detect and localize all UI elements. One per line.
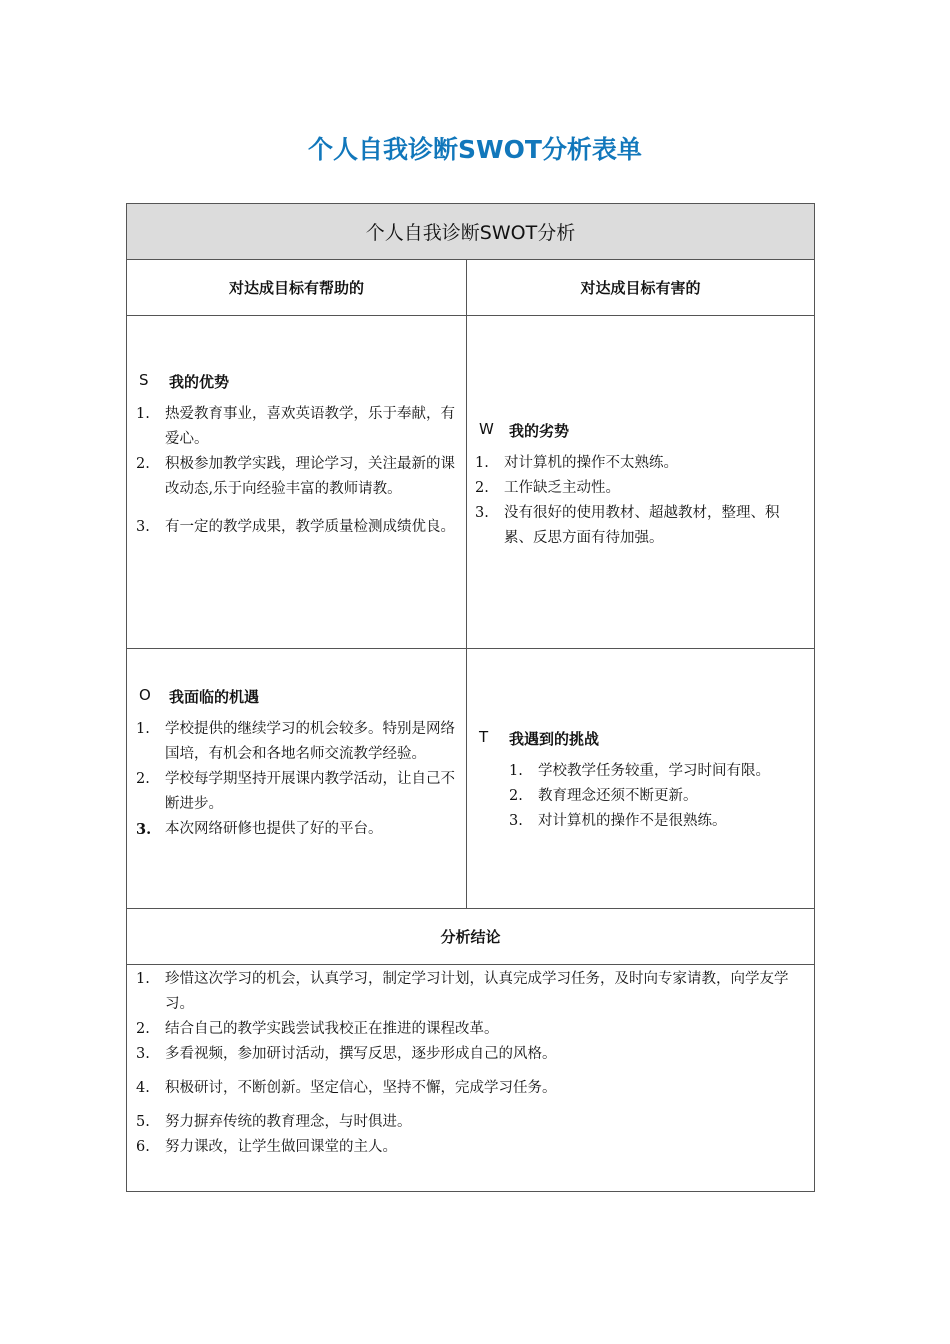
helpful-header-cell bbox=[127, 260, 467, 315]
weaknesses-list bbox=[475, 451, 805, 551]
item-number: 2. bbox=[136, 456, 150, 472]
harmful-header-cell bbox=[467, 260, 814, 315]
list-item bbox=[136, 1076, 806, 1101]
strengths-cell bbox=[127, 316, 467, 648]
helpful-header: 对达成目标有帮助的 bbox=[228, 279, 364, 297]
item-number: 1. bbox=[136, 406, 150, 422]
swot-table bbox=[126, 203, 815, 1192]
ot-row bbox=[127, 649, 814, 909]
conclusion-row bbox=[127, 965, 814, 1191]
item-number: 3. bbox=[136, 519, 150, 535]
table-title-row bbox=[127, 204, 814, 260]
item-number: 2. bbox=[136, 771, 150, 787]
item-number: 6. bbox=[136, 1139, 150, 1155]
item-text: 对计算机的操作不太熟练。 bbox=[504, 455, 678, 471]
item-text: 本次网络研修也提供了好的平台。 bbox=[165, 821, 383, 837]
threats-letter: T bbox=[479, 728, 489, 746]
table-title: 个人自我诊断SWOT分析 bbox=[365, 222, 576, 244]
item-number: 3. bbox=[509, 813, 523, 829]
harmful-header: 对达成目标有害的 bbox=[580, 279, 701, 297]
item-text: 没有很好的使用教材、超越教材，整理、积累、反思方面有待加强。 bbox=[504, 505, 780, 546]
item-number: 2. bbox=[136, 1021, 150, 1037]
opportunities-letter: O bbox=[139, 686, 151, 704]
strengths-letter: S bbox=[139, 371, 149, 389]
opportunities-cell bbox=[127, 649, 467, 908]
threats-heading bbox=[479, 728, 599, 749]
document-title: 个人自我诊断SWOT分析表单 bbox=[308, 135, 642, 164]
item-number: 3. bbox=[136, 821, 152, 838]
item-text: 积极参加教学实践，理论学习，关注最新的课改动态,乐于向经验丰富的教师请教。 bbox=[165, 456, 455, 497]
item-number: 1. bbox=[136, 971, 150, 987]
item-text: 有一定的教学成果，教学质量检测成绩优良。 bbox=[165, 519, 455, 535]
column-header-row bbox=[127, 260, 814, 316]
conclusion-heading: 分析结论 bbox=[440, 928, 501, 946]
conclusion-header-row bbox=[127, 909, 814, 965]
item-number: 1. bbox=[136, 721, 150, 737]
item-number: 5. bbox=[136, 1114, 150, 1130]
list-item bbox=[136, 1042, 806, 1067]
item-text: 努力摒弃传统的教育理念，与时俱进。 bbox=[165, 1114, 412, 1130]
strengths-list bbox=[136, 402, 460, 540]
item-text: 结合自己的教学实践尝试我校正在推进的课程改革。 bbox=[165, 1021, 499, 1037]
list-item bbox=[136, 452, 460, 502]
list-item bbox=[475, 501, 805, 551]
item-number: 1. bbox=[509, 763, 523, 779]
list-item bbox=[136, 817, 460, 842]
list-item bbox=[509, 759, 809, 784]
weaknesses-cell bbox=[467, 316, 814, 648]
list-item bbox=[136, 1110, 806, 1135]
weaknesses-letter: W bbox=[479, 420, 494, 438]
list-item bbox=[136, 402, 460, 452]
item-number: 2. bbox=[509, 788, 523, 804]
conclusion-list bbox=[136, 967, 806, 1160]
item-number: 1. bbox=[475, 455, 489, 471]
list-item bbox=[136, 1017, 806, 1042]
item-text: 热爱教育事业，喜欢英语教学，乐于奉献，有爱心。 bbox=[165, 406, 455, 447]
sw-row bbox=[127, 316, 814, 649]
item-number: 2. bbox=[475, 480, 489, 496]
threats-list bbox=[509, 759, 809, 834]
item-text: 学校教学任务较重，学习时间有限。 bbox=[538, 763, 770, 779]
strengths-title: 我的优势 bbox=[169, 373, 230, 391]
list-item bbox=[136, 767, 460, 817]
item-text: 对计算机的操作不是很熟练。 bbox=[538, 813, 727, 829]
threats-title: 我遇到的挑战 bbox=[509, 730, 600, 748]
list-item bbox=[509, 784, 809, 809]
item-text: 学校提供的继续学习的机会较多。特别是网络国培，有机会和各地名师交流教学经验。 bbox=[165, 721, 455, 762]
list-item bbox=[136, 515, 460, 540]
item-text: 工作缺乏主动性。 bbox=[504, 480, 620, 496]
list-item bbox=[136, 717, 460, 767]
list-item bbox=[136, 1135, 806, 1160]
opportunities-list bbox=[136, 717, 460, 842]
item-number: 4. bbox=[136, 1080, 150, 1096]
item-text: 珍惜这次学习的机会，认真学习，制定学习计划，认真完成学习任务，及时向专家请教，向学友学习。 bbox=[165, 971, 789, 1012]
list-item bbox=[509, 809, 809, 834]
item-number: 3. bbox=[475, 505, 489, 521]
item-text: 学校每学期坚持开展课内教学活动，让自己不断进步。 bbox=[165, 771, 455, 812]
item-text: 教育理念还须不断更新。 bbox=[538, 788, 698, 804]
list-item bbox=[475, 476, 805, 501]
weaknesses-heading bbox=[479, 420, 569, 441]
item-text: 积极研讨，不断创新。坚定信心，坚持不懈，完成学习任务。 bbox=[165, 1080, 557, 1096]
threats-cell bbox=[467, 649, 814, 908]
opportunities-heading bbox=[139, 686, 259, 707]
list-item bbox=[475, 451, 805, 476]
opportunities-title: 我面临的机遇 bbox=[169, 688, 260, 706]
item-number: 3. bbox=[136, 1046, 150, 1062]
item-text: 努力课改，让学生做回课堂的主人。 bbox=[165, 1139, 397, 1155]
item-text: 多看视频，参加研讨活动，撰写反思，逐步形成自己的风格。 bbox=[165, 1046, 557, 1062]
weaknesses-title: 我的劣势 bbox=[509, 422, 570, 440]
strengths-heading bbox=[139, 371, 229, 392]
list-item bbox=[136, 967, 806, 1017]
